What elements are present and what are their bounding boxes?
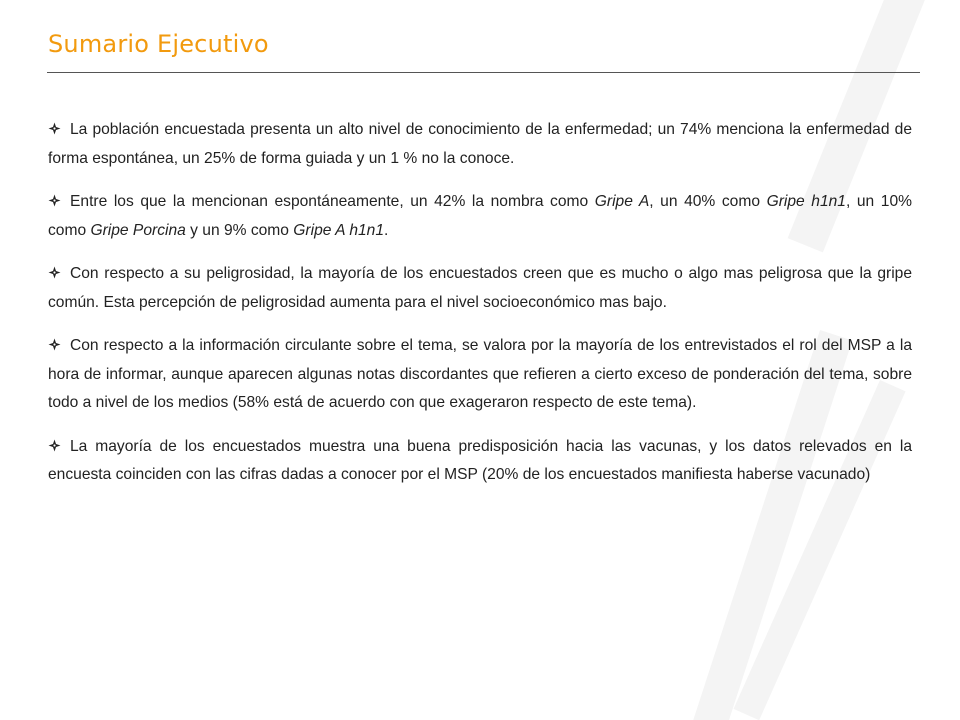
bullet-item xyxy=(48,115,912,173)
bullet-text-italic: Gripe Porcina xyxy=(90,221,186,239)
bullet-item xyxy=(48,432,912,490)
bullet-text-italic: Gripe A h1n1 xyxy=(293,221,385,239)
bullet-list xyxy=(48,115,912,504)
bullet-text: y un 9% como xyxy=(185,221,294,239)
bullet-text-italic: Gripe h1n1 xyxy=(766,193,846,210)
diamond-bullet-icon xyxy=(48,187,70,216)
diamond-bullet-icon xyxy=(48,115,70,144)
diamond-bullet-icon xyxy=(48,259,70,288)
bullet-text: Con respecto a la información circulante sobre el tema, se valora por la mayoría de los entrevistados el rol del MSP a la hora de informar, aunque aparecen algunas notas discordantes que refieren a cierto exceso de ponderación del tema, sobre todo a nivel de los medios (58% está de acuerdo con que exageraron respecto de este tema). xyxy=(48,337,912,411)
bullet-text-italic: Gripe A xyxy=(594,193,650,210)
bullet-item xyxy=(48,331,912,418)
page-title: Sumario Ejecutivo xyxy=(48,30,269,58)
bullet-text: Con respecto a su peligrosidad, la mayoría de los encuestados creen que es mucho o algo mas peligrosa que la gripe común. Esta percepción de peligrosidad aumenta para el nivel socioeconómico mas bajo. xyxy=(48,265,912,311)
bullet-item xyxy=(48,259,912,317)
title-divider xyxy=(47,72,920,73)
bullet-text: , un 10% como xyxy=(48,193,912,239)
bullet-text: . xyxy=(384,221,389,239)
bullet-text: La mayoría de los encuestados muestra una buena predisposición hacia las vacunas, y los datos relevados en la encuesta coinciden con las cifras dadas a conocer por el MSP (20% de los encuestados manifiesta haberse vacunado) xyxy=(48,437,912,483)
bullet-text: La población encuestada presenta un alto nivel de conocimiento de la enfermedad; un 74% menciona la enfermedad de forma espontánea, un 25% de forma guiada y un 1 % no la conoce. xyxy=(48,121,912,167)
diamond-bullet-icon xyxy=(48,432,70,461)
diamond-bullet-icon xyxy=(48,331,70,360)
bullet-item xyxy=(48,187,912,245)
bullet-text: , un 40% como xyxy=(649,193,767,210)
bullet-text: Entre los que la mencionan espontáneamente, un 42% la nombra como xyxy=(70,193,595,210)
